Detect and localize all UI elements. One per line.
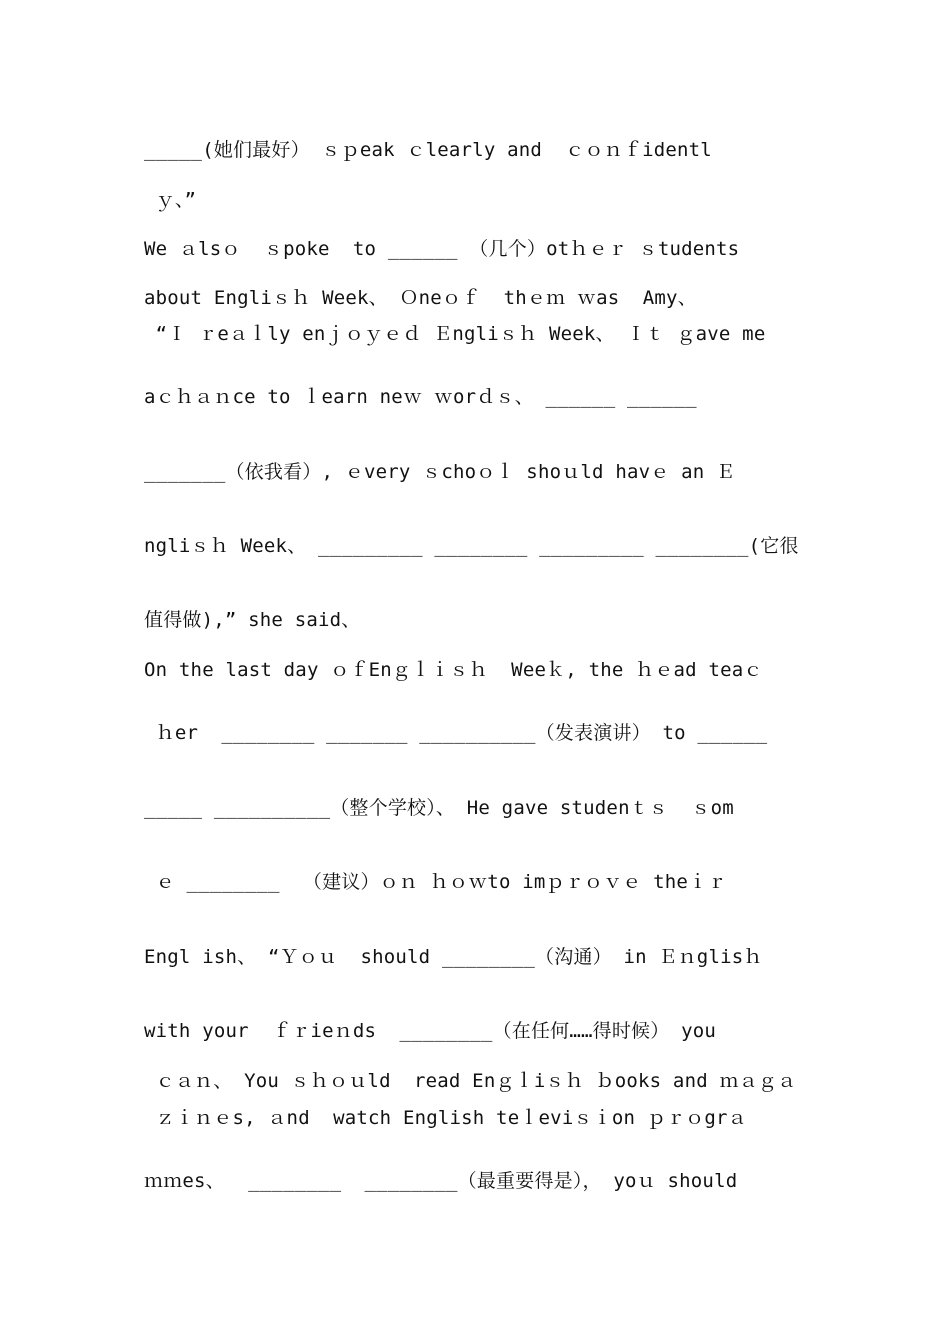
text-line: ｙ、” bbox=[144, 189, 197, 211]
text-line: _____(她们最好） ｓｐeak ｃlearly and ｃｏｎｆidentl bbox=[144, 139, 712, 161]
text-line: Engl ish、 “Ｙｏｕ should ________（沟通） in Ｅｎglisｈ bbox=[144, 946, 763, 968]
text-line: We ａlsｏ ｓpoke to ______ （几个）otｈｅｒ ｓtudents bbox=[144, 238, 740, 260]
text-line: ｍｍes、 ________ ________（最重要得是）， yoｕ should bbox=[144, 1170, 738, 1192]
text-line: _______（依我看）, ｅvery ｓchoｏｌ shoｕld havｅ an Ｅ bbox=[144, 461, 736, 483]
text-line: On the last day ｏｆEnｇｌｉｓｈ Weeｋ, the ｈｅad teaｃ bbox=[144, 659, 763, 681]
text-line: ngliｓｈ Week、 _________ ________ _________ ________(它很 bbox=[144, 535, 799, 557]
text-line: ｃａｎ、 You ｓｈｏｕld read Enｇｌiｓｈ ｂooks and ｍａｇａ bbox=[144, 1070, 797, 1092]
text-line: _____ __________（整个学校）、 He gave studenｔｓ ｓom bbox=[144, 797, 734, 819]
text-line: aｃｈａｎce to ｌearn neｗ ｗorｄｓ、 ______ ______ bbox=[144, 386, 697, 408]
text-line: about Engliｓｈ Week、 Ｏneｏｆ thｅｍ ｗas Amy、 bbox=[144, 287, 697, 309]
text-line: “Ｉ ｒeａｌly enｊｏｙｅｄ Ｅngliｓｈ Week、 Ｉｔ ｇave me bbox=[144, 323, 766, 345]
text-line: ｅ ________ （建议）ｏｎ ｈｏｗto imｐｒｏｖｅ theｉｒ bbox=[144, 871, 727, 893]
text-line: 值得做),” she said、 bbox=[144, 609, 361, 631]
text-line: with your ｆｒieｎds ________（在任何……得时候） you bbox=[144, 1020, 717, 1042]
text-line: ｈer ________ _______ __________（发表演讲） to ______ bbox=[144, 722, 768, 744]
text-line: ｚｉｎｅs, ａnd watch English teｌeviｓｉon ｐｒｏgrａ bbox=[144, 1107, 747, 1129]
